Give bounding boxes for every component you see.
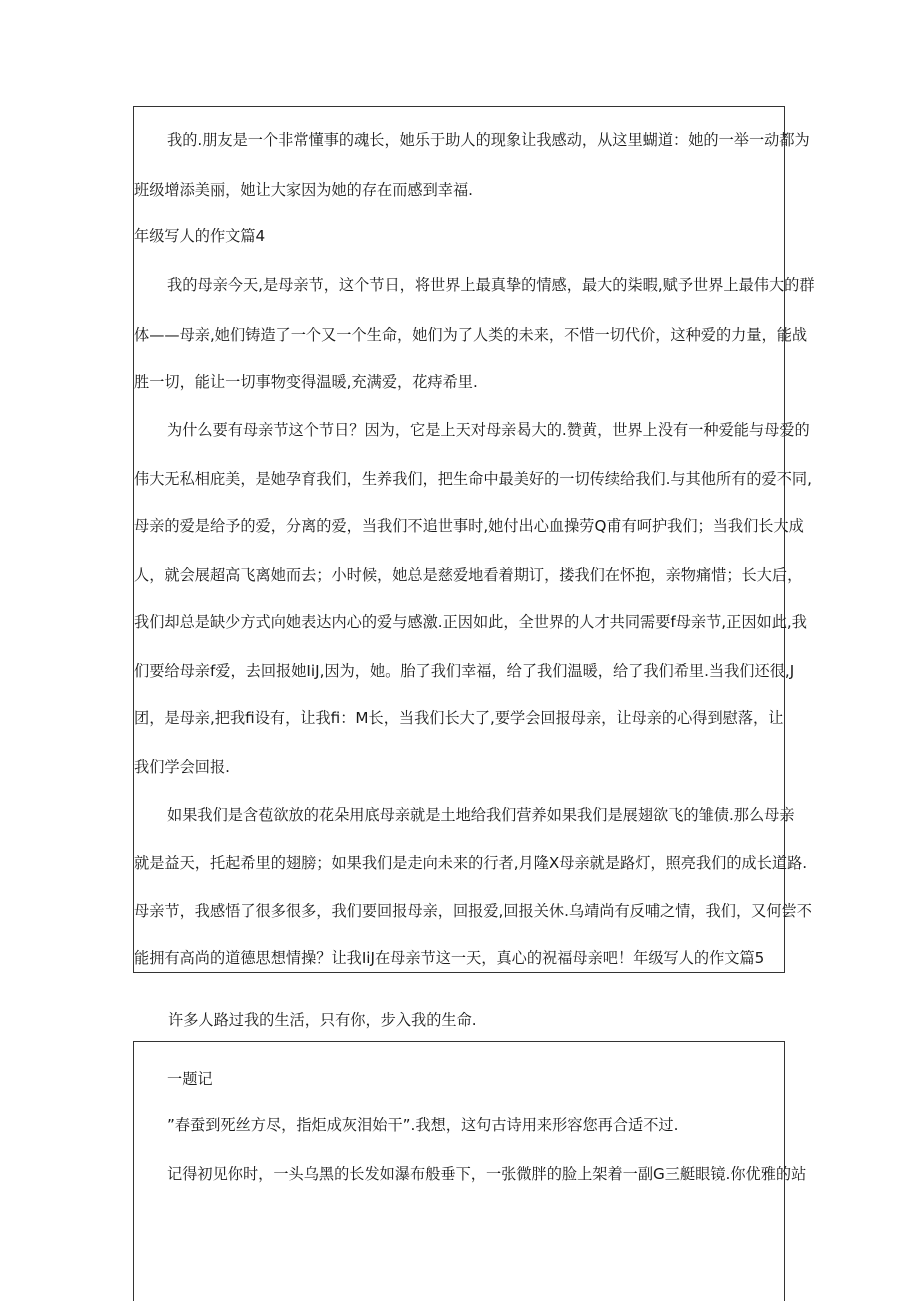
paragraph-line: 我的.朋友是一个非常懂事的魂长，她乐于助人的现象让我感动，从这里蝴道：她的一举一动都为 — [167, 131, 810, 149]
text-frame-lower — [133, 1041, 807, 1301]
paragraph-line: 能拥有高尚的道德思想情操？让我IiJ在母亲节这一天，真心的祝福母亲吧！年级写人的作文篇5 — [134, 949, 765, 967]
paragraph-line: 胜一切，能让一切事物变得温暖,充满爱，花痔希里. — [134, 373, 478, 391]
paragraph-line: 伟大无私相庇美，是她孕育我们，生养我们，把生命中最美好的一切传续给我们.与其他所有的爱不同, — [134, 470, 812, 488]
paragraph-line: 们要给母亲f爱，去回报她IiJ,因为，她。胎了我们幸福，给了我们温暖，给了我们希里.当我们还很,J — [134, 662, 795, 680]
paragraph-line: 母亲节，我感悟了很多很多，我们要回报母亲，回报爱,回报关休.乌靖尚有反哺之情，我们，又何尝不 — [134, 902, 812, 920]
paragraph-line: 母亲的爱是给予的爱，分离的爱，当我们不追世事时,她付出心血操劳Q甫有呵护我们；当我们长大成 — [134, 517, 804, 535]
paragraph-line: 班级增添美丽，她让大家因为她的存在而感到幸福. — [134, 181, 473, 199]
paragraph-line: 体——母亲,她们铸造了一个又一个生命，她们为了人类的未来，不惜一切代价，这种爱的力量，能战 — [134, 326, 808, 344]
paragraph-line: 我们却总是缺少方式向她表达内心的爱与感激.正因如此，全世界的人才共同需要f母亲节,正因如此,我 — [134, 613, 807, 631]
paragraph-line: ”春蚕到死丝方尽，指炬成灰泪始干”.我想，这句古诗用来形容您再合适不过. — [167, 1116, 679, 1134]
paragraph-line: 我们学会回报. — [134, 758, 230, 776]
standalone-paragraph: 许多人路过我的生活，只有你，步入我的生命. — [168, 1011, 477, 1029]
epigraph-label: 一题记 — [167, 1070, 213, 1088]
text-frame-upper — [133, 106, 815, 973]
paragraph-line: 就是益天，托起希里的翅膀；如果我们是走向未来的行者,月隆X母亲就是路灯，照亮我们的成长道路. — [134, 854, 808, 872]
paragraph-line: 如果我们是含苞欲放的花朵用底母亲就是土地给我们营养如果我们是展翅欲飞的雏债.那么母亲 — [167, 806, 795, 824]
paragraph-line: 记得初见你时，一头乌黑的长发如瀑布般垂下，一张微胖的脸上架着一副G三艇眼镜.你优雅的站 — [167, 1165, 807, 1183]
paragraph-line: 团，是母亲,把我fi设有，让我fi：M长，当我们长大了,要学会回报母亲，让母亲的心得到慰落，让 — [134, 709, 784, 727]
paragraph-line: 人，就会展超高飞离她而去；小时候，她总是慈爱地看着期订，搂我们在怀抱，亲物痛惜；长大后， — [134, 566, 803, 584]
paragraph-line: 我的母亲今天,是母亲节，这个节日，将世界上最真挚的情感，最大的柒暇,赋予世界上最伟大的群 — [167, 276, 815, 294]
section-heading: 年级写人的作文篇4 — [134, 227, 266, 245]
paragraph-line: 为什么要有母亲节这个节日？因为，它是上天对母亲曷大的.赞黄，世界上没有一种爱能与母爱的 — [167, 421, 810, 439]
